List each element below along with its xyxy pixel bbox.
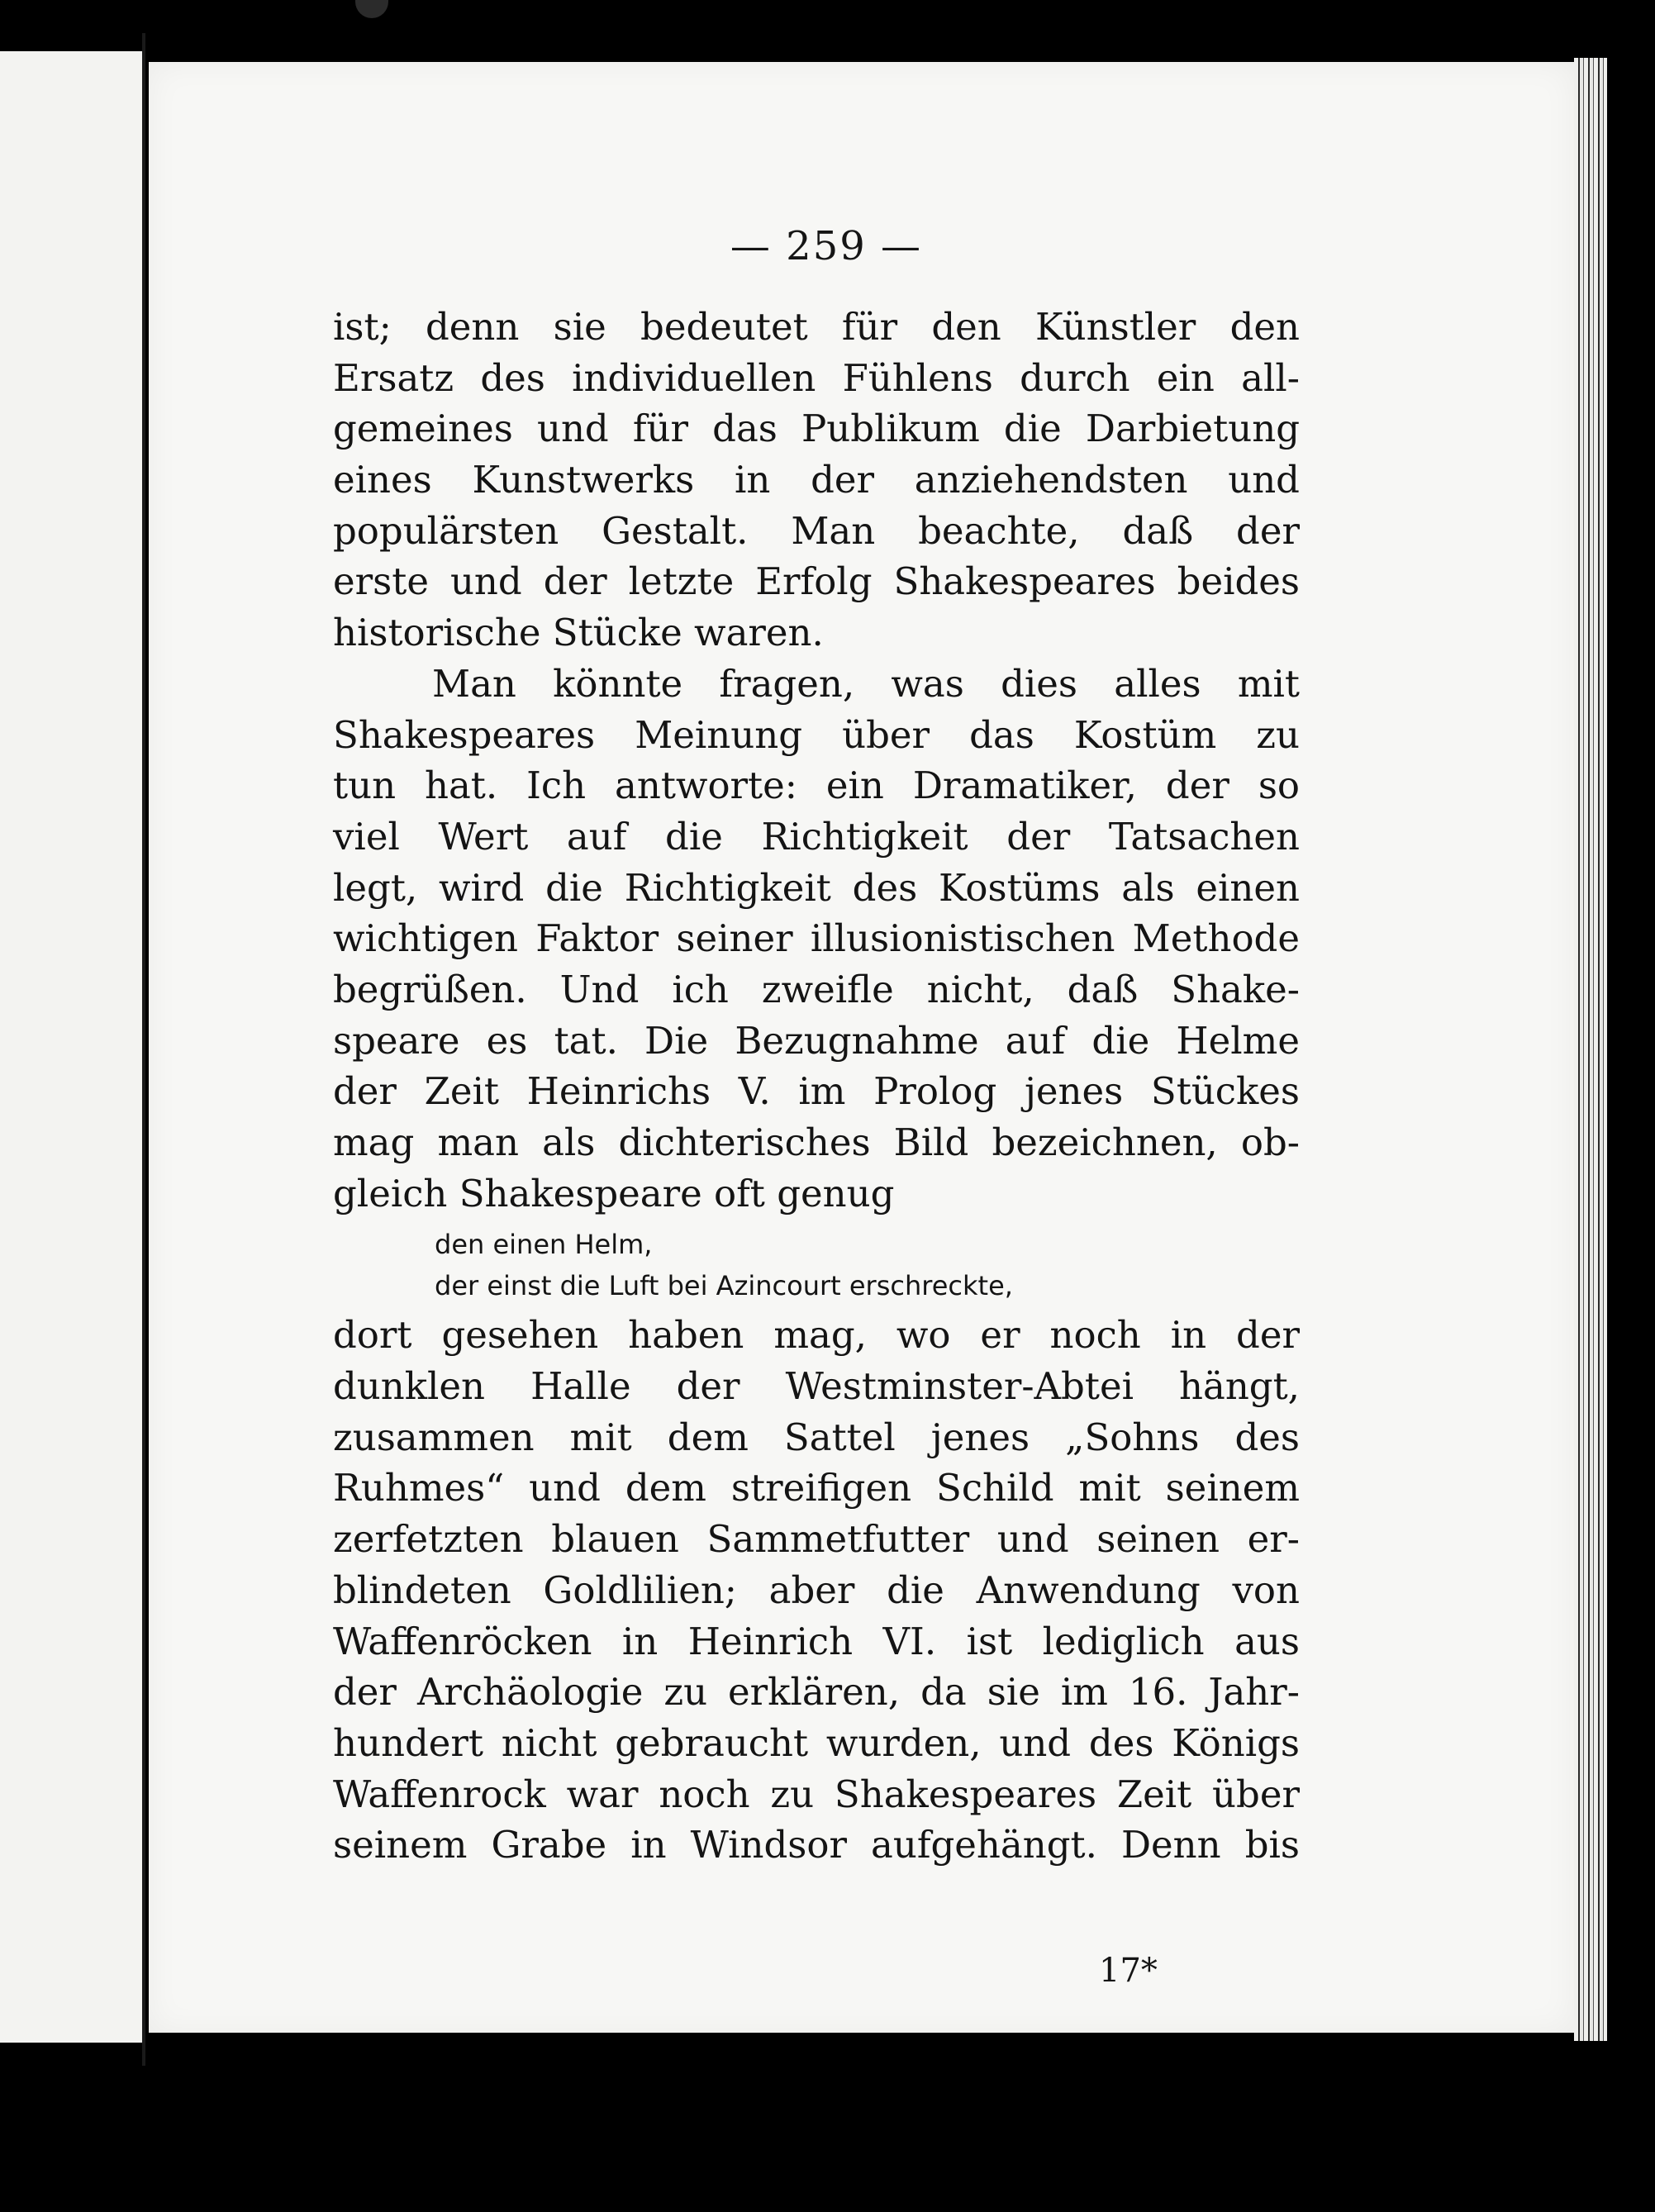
text-line: mag man als dichterisches Bild bezeichnen, ob- bbox=[333, 1120, 1300, 1164]
text-line: wichtigen Faktor seiner illusionistischen Methode bbox=[333, 916, 1300, 961]
text-line: populärsten Gestalt. Man beachte, daß der bbox=[333, 508, 1300, 553]
text-line: Ruhmes“ und dem streifigen Schild mit seinem bbox=[333, 1466, 1300, 1510]
text-line: legt, wird die Richtigkeit des Kostüms als einen bbox=[333, 865, 1300, 910]
text-line: speare es tat. Die Bezugnahme auf die Helme bbox=[333, 1018, 1300, 1063]
text-line: der Archäologie zu erklären, da sie im 16. Jahr- bbox=[333, 1670, 1300, 1715]
text-line: Waffenröcken in Heinrich VI. ist lediglich aus bbox=[333, 1619, 1300, 1663]
text-line: Man könnte fragen, was dies alles mit bbox=[432, 661, 1300, 706]
text-line: blindeten Goldlilien; aber die Anwendung von bbox=[333, 1567, 1300, 1612]
text-line: zerfetzten blauen Sammetfutter und seinen er- bbox=[333, 1517, 1300, 1562]
quote-line: den einen Helm, bbox=[435, 1229, 653, 1261]
text-line: eines Kunstwerks in der anziehendsten und bbox=[333, 458, 1300, 502]
text-line: dort gesehen haben mag, wo er noch in der bbox=[333, 1313, 1300, 1358]
text-line: erste und der letzte Erfolg Shakespeares beides bbox=[333, 559, 1300, 604]
text-line: seinem Grabe in Windsor aufgehängt. Denn bis bbox=[333, 1823, 1300, 1867]
scan-speck bbox=[355, 0, 388, 18]
book-gutter bbox=[142, 33, 145, 2066]
signature-mark: 17* bbox=[1099, 1952, 1158, 1990]
text-line: der Zeit Heinrichs V. im Prolog jenes Stückes bbox=[333, 1069, 1300, 1114]
quote-line: der einst die Luft bei Azincourt erschreckte, bbox=[435, 1270, 1013, 1302]
left-facing-page bbox=[0, 51, 142, 2043]
page-number-header: — 259 — bbox=[730, 223, 923, 269]
page-edges bbox=[1574, 58, 1607, 2041]
text-line: gemeines und für das Publikum die Darbietung bbox=[333, 407, 1300, 451]
page-body bbox=[333, 302, 1300, 1871]
text-line: hundert nicht gebraucht wurden, und des Königs bbox=[333, 1720, 1300, 1765]
text-line: Waffenrock war noch zu Shakespeares Zeit über bbox=[333, 1772, 1300, 1816]
text-line: tun hat. Ich antworte: ein Dramatiker, der so bbox=[333, 763, 1300, 808]
text-line: Ersatz des individuellen Fühlens durch ein all- bbox=[333, 355, 1300, 400]
text-line: Shakespeares Meinung über das Kostüm zu bbox=[333, 712, 1300, 757]
text-line: dunklen Halle der Westminster-Abtei hängt, bbox=[333, 1364, 1300, 1409]
text-line: viel Wert auf die Richtigkeit der Tatsachen bbox=[333, 814, 1300, 859]
text-line: begrüßen. Und ich zweifle nicht, daß Shake- bbox=[333, 967, 1300, 1011]
text-line: historische Stücke waren. bbox=[333, 611, 824, 655]
text-line: gleich Shakespeare oft genug bbox=[333, 1171, 895, 1215]
text-line: ist; denn sie bedeutet für den Künstler den bbox=[333, 305, 1300, 349]
text-line: zusammen mit dem Sattel jenes „Sohns des bbox=[333, 1415, 1300, 1459]
